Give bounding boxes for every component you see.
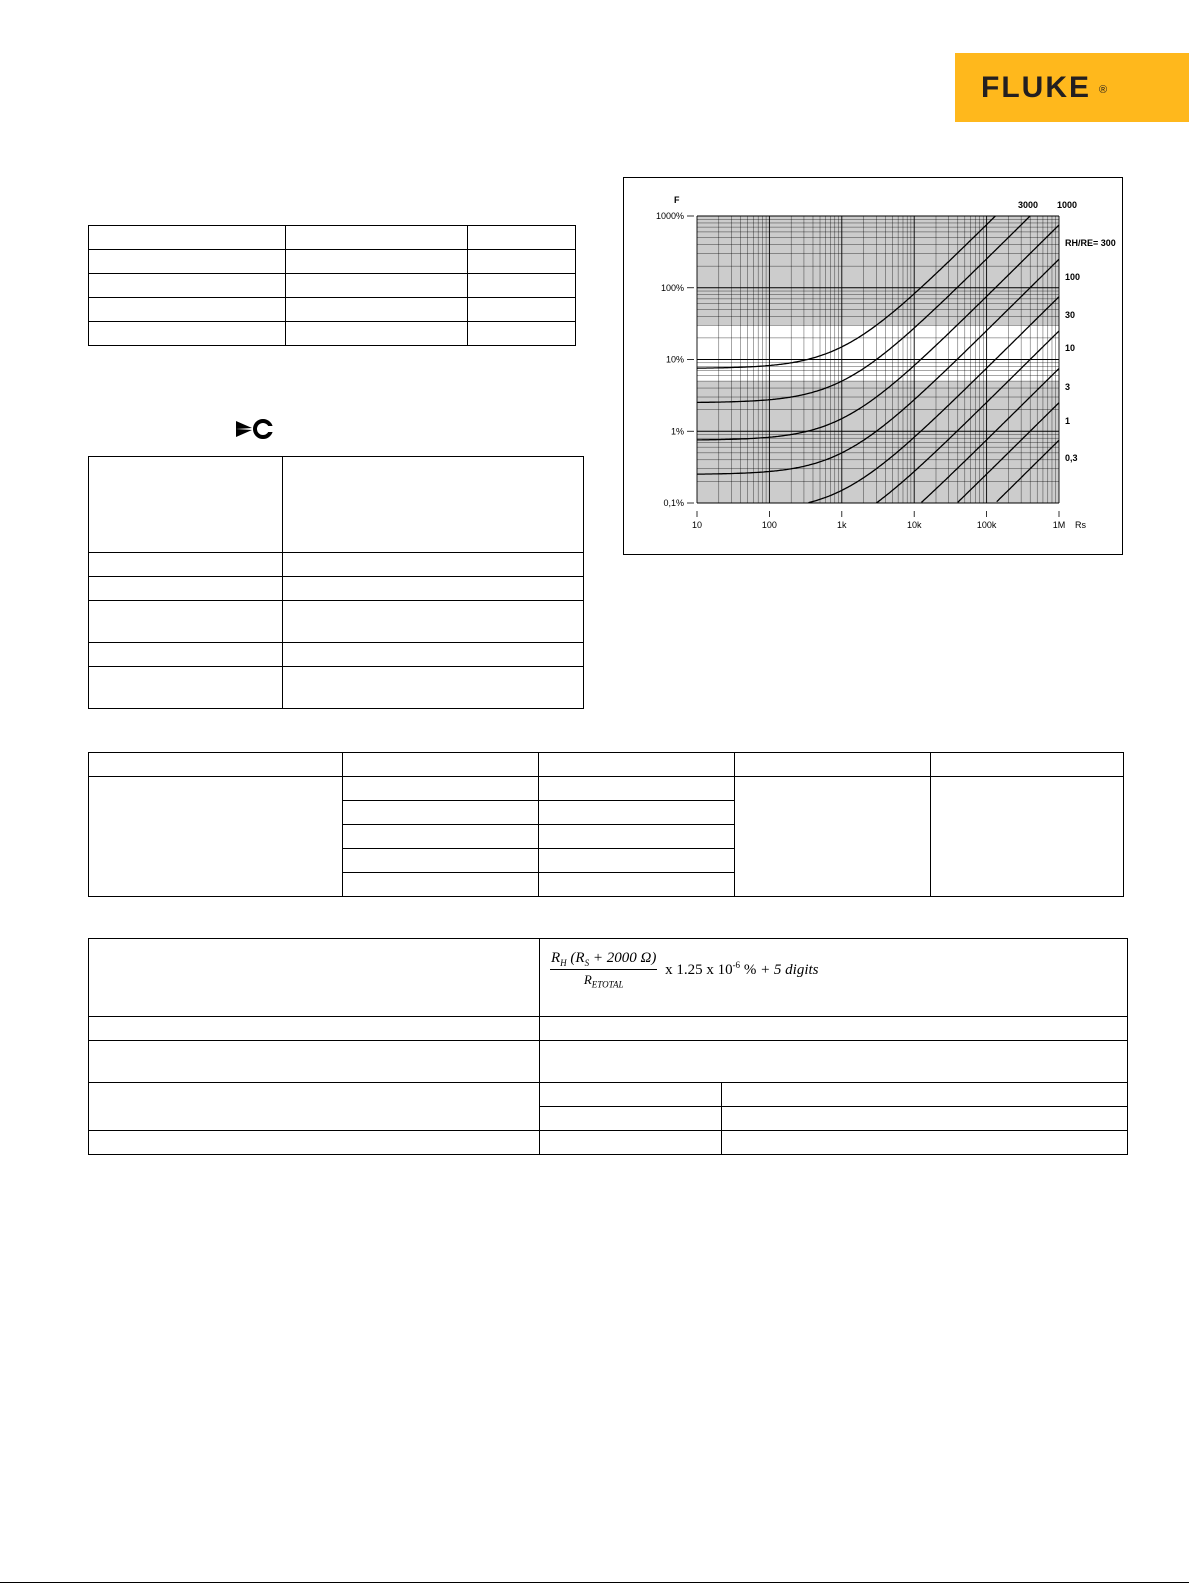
logo-text: FLUKE	[981, 70, 1091, 104]
table-2	[88, 456, 584, 709]
formula-fraction	[550, 950, 657, 990]
formula-denominator: $R_{ETOTAL}$	[583, 972, 624, 990]
accuracy-formula	[550, 950, 819, 990]
formula-tail: x 1.25 x $10^{-6}$ % + 5 digits	[665, 960, 819, 979]
series-label: 10	[1065, 343, 1076, 353]
x-tick-label: 10	[691, 520, 703, 530]
registered-mark: ®	[1099, 83, 1108, 96]
error-chart	[624, 178, 1122, 554]
series-label: 1	[1065, 416, 1071, 426]
series-label: RH/RE= 300	[1065, 238, 1116, 248]
series-label: 3000	[1018, 200, 1039, 210]
x-tick-label: 10k	[906, 520, 922, 530]
formula-numerator: $R_H$ ($R_S + 2000$ Ω)	[551, 950, 657, 968]
series-label: 0,3	[1065, 453, 1078, 463]
series-label: 1000	[1057, 200, 1078, 210]
x-tick-label: 1M	[1052, 520, 1066, 530]
chart-frame	[623, 177, 1123, 555]
y-axis-title: F	[674, 195, 680, 205]
clamp-icon	[234, 417, 276, 441]
y-tick-label: 0,1%	[663, 498, 684, 508]
table-3	[88, 752, 1124, 897]
series-label: 3	[1065, 382, 1071, 392]
white-band	[697, 325, 1059, 381]
y-tick-label: 100%	[660, 282, 684, 293]
table-1	[88, 225, 576, 346]
footer-rule	[0, 1582, 1189, 1583]
x-axis-title: Rs	[1075, 520, 1086, 530]
y-tick-label: 1000%	[655, 211, 684, 221]
x-tick-label: 100	[761, 520, 777, 530]
y-tick-label: 1%	[670, 426, 684, 437]
x-tick-label: 1k	[837, 520, 847, 530]
y-tick-label: 10%	[665, 354, 684, 365]
series-label: 30	[1065, 310, 1076, 320]
x-tick-label: 100k	[976, 520, 997, 530]
series-label: 100	[1065, 272, 1081, 282]
fluke-logo	[955, 53, 1189, 122]
